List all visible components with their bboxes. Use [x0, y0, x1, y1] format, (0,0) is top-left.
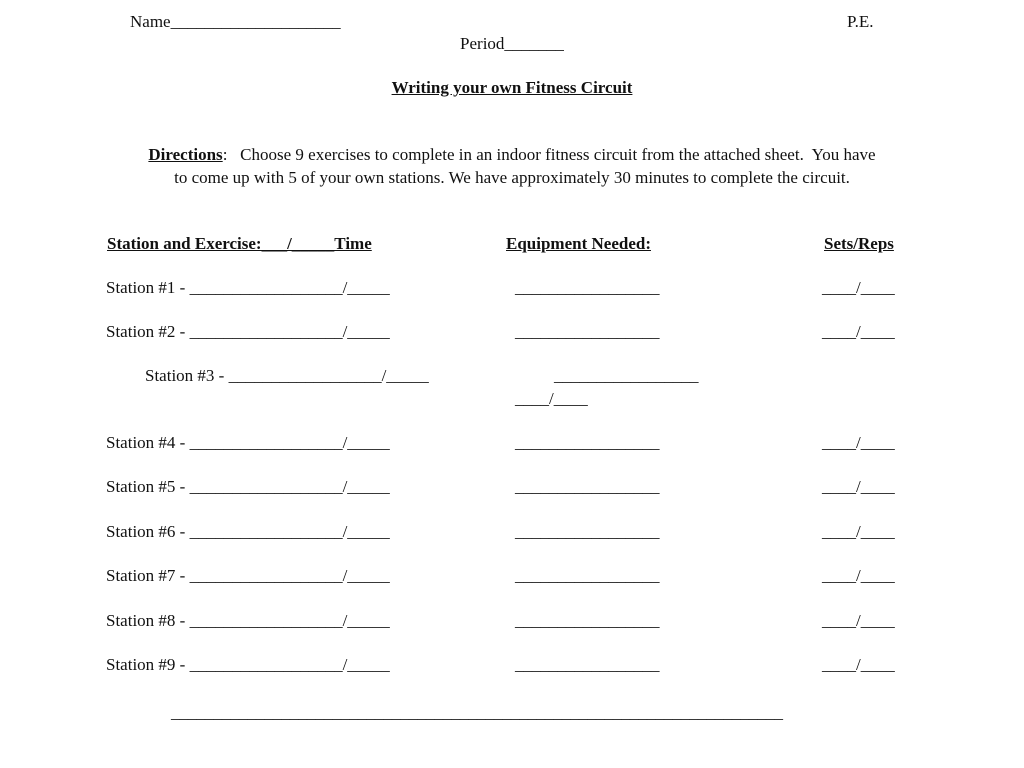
station-4-exercise-field[interactable]: Station #4 - __________________/_____: [106, 433, 390, 452]
pe-label: P.E.: [847, 12, 874, 31]
station-6-exercise-field[interactable]: Station #6 - __________________/_____: [106, 522, 390, 541]
station-9-exercise-field[interactable]: Station #9 - __________________/_____: [106, 655, 390, 674]
period-field[interactable]: Period_______: [460, 34, 564, 53]
station-1-exercise-field[interactable]: Station #1 - __________________/_____: [106, 278, 390, 297]
station-7-equipment-field[interactable]: _________________: [515, 566, 660, 585]
station-3-equipment-field[interactable]: _________________: [554, 366, 699, 385]
directions-text-1: : Choose 9 exercises to complete in an indoor fitness circuit from the attached sheet. You have: [222, 145, 876, 164]
directions-line-2: to come up with 5 of your own stations. We have approximately 30 minutes to complete the circuit.: [174, 168, 850, 187]
station-2-sets-reps-field[interactable]: ____/____: [822, 322, 895, 341]
station-4-equipment-field[interactable]: _________________: [515, 433, 660, 452]
station-7-sets-reps-field[interactable]: ____/____: [822, 566, 895, 585]
station-4-sets-reps-field[interactable]: ____/____: [822, 433, 895, 452]
station-7-exercise-field[interactable]: Station #7 - __________________/_____: [106, 566, 390, 585]
station-5-exercise-field[interactable]: Station #5 - __________________/_____: [106, 477, 390, 496]
station-6-equipment-field[interactable]: _________________: [515, 522, 660, 541]
station-8-equipment-field[interactable]: _________________: [515, 611, 660, 630]
station-2-exercise-field[interactable]: Station #2 - __________________/_____: [106, 322, 390, 341]
station-6-sets-reps-field[interactable]: ____/____: [822, 522, 895, 541]
column-header-station-exercise: Station and Exercise:___/_____Time: [107, 234, 372, 253]
station-3-exercise-field[interactable]: Station #3 - __________________/_____: [145, 366, 429, 385]
column-header-equipment: Equipment Needed:: [506, 234, 651, 253]
station-3-sets-reps-field[interactable]: ____/____: [515, 389, 588, 408]
page-title: Writing your own Fitness Circuit: [391, 78, 633, 97]
directions-label: Directions: [148, 145, 223, 164]
station-9-equipment-field[interactable]: _________________: [515, 655, 660, 674]
station-5-equipment-field[interactable]: _________________: [515, 477, 660, 496]
station-1-sets-reps-field[interactable]: ____/____: [822, 278, 895, 297]
column-header-sets-reps: Sets/Reps: [824, 234, 894, 253]
directions-line-1: [0, 146, 1024, 163]
station-5-sets-reps-field[interactable]: ____/____: [822, 477, 895, 496]
name-field[interactable]: Name____________________: [130, 12, 341, 31]
station-9-sets-reps-field[interactable]: ____/____: [822, 655, 895, 674]
footer-rule: ________________________________________________________________________: [171, 703, 783, 722]
station-8-sets-reps-field[interactable]: ____/____: [822, 611, 895, 630]
station-8-exercise-field[interactable]: Station #8 - __________________/_____: [106, 611, 390, 630]
station-1-equipment-field[interactable]: _________________: [515, 278, 660, 297]
station-2-equipment-field[interactable]: _________________: [515, 322, 660, 341]
